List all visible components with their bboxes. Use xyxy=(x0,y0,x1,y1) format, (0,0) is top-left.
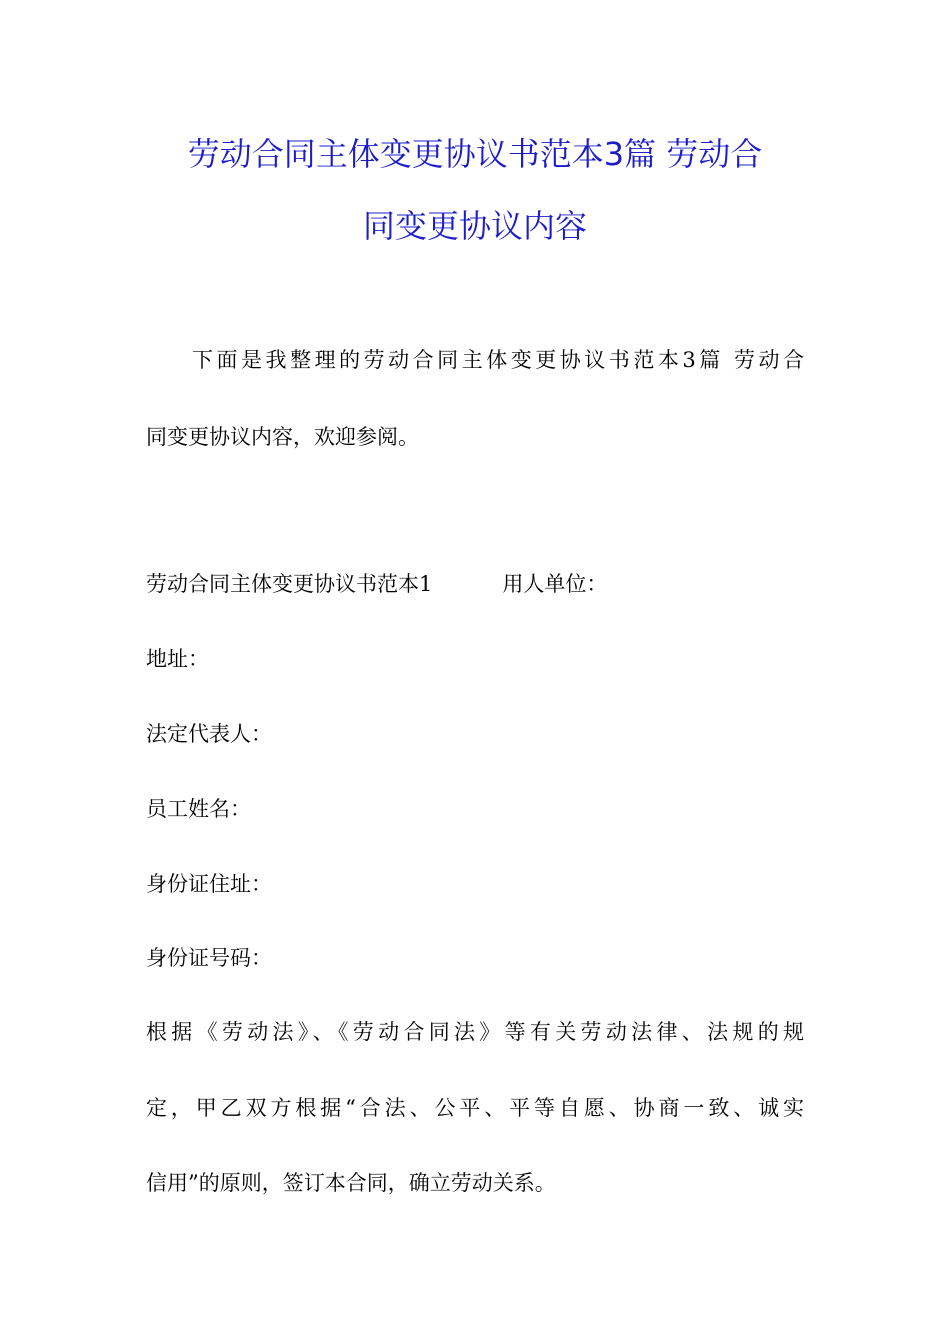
section-heading-row xyxy=(146,570,607,598)
id-address-field-label: 身份证住址： xyxy=(146,872,272,896)
id-number-field-label: 身份证号码： xyxy=(146,946,272,970)
intro-paragraph-line-1: 下面是我整理的劳动合同主体变更协议书范本3篇 劳动合 xyxy=(192,348,804,372)
legal-rep-field-label: 法定代表人： xyxy=(146,722,272,746)
intro-paragraph-line-2: 同变更协议内容，欢迎参阅。 xyxy=(146,425,419,449)
document-title-line-1: 劳动合同主体变更协议书范本3篇 劳动合 xyxy=(187,135,763,173)
address-field-label: 地址： xyxy=(146,647,209,671)
body-paragraph-line-2: 定，甲乙双方根据“合法、公平、平等自愿、协商一致、诚实 xyxy=(146,1096,804,1120)
body-paragraph-line-3: 信用”的原则，签订本合同，确立劳动关系。 xyxy=(146,1171,556,1195)
body-paragraph-line-1: 根据《劳动法》、《劳动合同法》等有关劳动法律、法规的规 xyxy=(146,1020,804,1044)
employee-name-field-label: 员工姓名： xyxy=(146,797,251,821)
section-heading: 劳动合同主体变更协议书范本1 xyxy=(146,572,433,596)
employer-label: 用人单位： xyxy=(502,572,608,596)
document-title-line-2: 同变更协议内容 xyxy=(362,207,587,245)
